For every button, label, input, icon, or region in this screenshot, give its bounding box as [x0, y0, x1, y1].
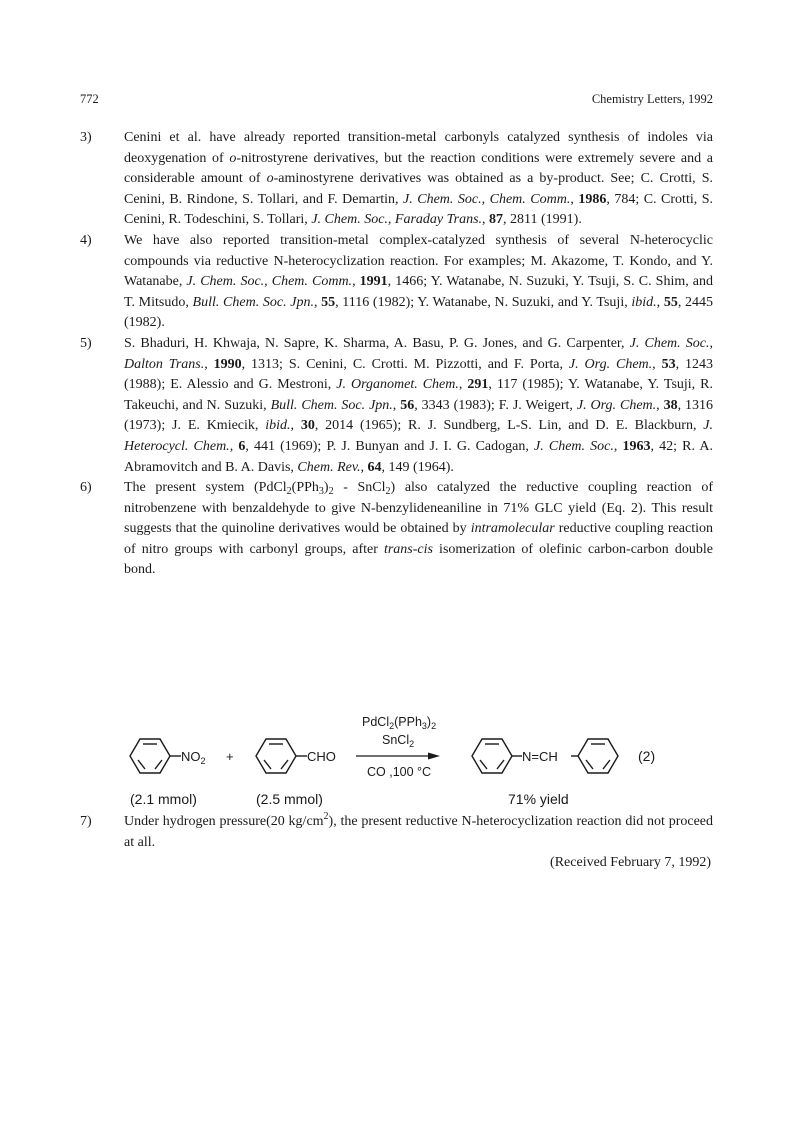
reaction-arrow-icon: [356, 753, 440, 760]
conditions-label: CO ,100 °C: [367, 765, 432, 779]
note-number: 3): [80, 130, 92, 145]
benzene-ring-icon: [130, 739, 181, 773]
note-7: [80, 812, 713, 853]
note-6: [80, 478, 713, 581]
nitro-group: $NO_2$: [181, 749, 206, 766]
product-yield: 71% yield: [508, 791, 569, 807]
note-4: [80, 231, 713, 334]
note-number: 7): [80, 814, 92, 829]
cocatalyst-label: SnCl$_2$: [382, 733, 415, 749]
amount-benzaldehyde: (2.5 mmol): [256, 791, 323, 807]
imine-linkage: N=CH: [522, 749, 558, 764]
plus-sign: +: [226, 749, 234, 764]
aldehyde-group: CHO: [307, 749, 336, 764]
page-header: [80, 92, 713, 107]
benzene-ring-icon: [571, 739, 618, 773]
note-text: S. Bhaduri, H. Khwaja, N. Sapre, K. Sharma, A. Basu, P. G. Jones, and G. Carpenter, J. Chem. Soc., Dalton Trans., 1990, 1313; S. Cenini, C. Crotti. M. Pizzotti, and F. Porta, J. Org. Chem., 53, 1243 (1988); E. Alessio and G. Mestroni, J. Organomet. Chem., 291, 117 (1985); Y. Watanabe, Y. Tsuji, R. Takeuchi, and N. Suzuki, Bull. Chem. Soc. Jpn., 56, 3343 (1983); F. J. Weigert, J. Org. Chem., 38, 1316 (1973); J. E. Kmiecik, ibid., 30, 2014 (1965); R. J. Sundberg, L-S. Lin, and D. E. Blackburn, J. Heterocycl. Chem., 6, 441 (1969); P. J. Bunyan and J. I. G. Cadogan, J. Chem. Soc., 1963, 42; R. A. Abramovitch and B. A. Davis, Chem. Rev., 64, 149 (1964).: [124, 335, 714, 475]
benzene-ring-icon: [256, 739, 307, 773]
equation-number: (2): [638, 748, 656, 764]
note-number: 6): [80, 480, 92, 496]
page-number: 772: [80, 92, 99, 106]
note-number: 5): [80, 335, 92, 351]
note-text: The present system ($PdCl_2(PPh_3)_2$ - SnCl$_2$) also catalyzed the reductive coupling reaction of nitrobenzene with benzaldehyde to give N-benzylideneaniline in 71% GLC yield (Eq. 2). This result suggests that the quinoline derivatives would be obtained by intramolecular reductive coupling reaction of nitro groups with carbonyl groups, after trans-cis isomerization of olefinic carbon-carbon double bond.: [124, 480, 713, 578]
note-text: We have also reported transition-metal complex-catalyzed synthesis of several N-heterocyclic compounds via reductive N-heterocyclization reaction. For examples; M. Akazome, T. Kondo, and Y. Watanabe, J. Chem. Soc., Chem. Comm., 1991, 1466; Y. Watanabe, N. Suzuki, Y. Tsuji, S. C. Shim, and T. Mitsudo, Bull. Chem. Soc. Jpn., 55, 1116 (1982); Y. Watanabe, N. Suzuki, and Y. Tsuji, ibid., 55, 2445 (1982).: [124, 232, 714, 331]
note-5: [80, 334, 713, 478]
benzene-ring-icon: [472, 739, 522, 773]
catalyst-label: $PdCl_2(PPh_3)_2$: [362, 716, 437, 731]
notes-list: [80, 128, 713, 581]
note-text: Under hydrogen pressure(20 $kg/cm^2$), the present reductive N-heterocyclization reaction did not proceed at all.: [124, 811, 713, 850]
amount-nitrobenzene: (2.1 mmol): [130, 791, 197, 807]
reaction-scheme: [0, 716, 793, 816]
note-text: Cenini et al. have already reported transition-metal carbonyls catalyzed synthesis of indoles via deoxygenation of o-nitrostyrene derivatives, but the reaction conditions were extremely severe and a considerable amount of o-aminostyrene derivatives was obtained as a by-product. See; C. Crotti, S. Cenini, B. Rindone, S. Tollari, and F. Demartin, J. Chem. Soc., Chem. Comm., 1986, 784; C. Crotti, S. Cenini, R. Todeschini, S. Tollari, J. Chem. Soc., Faraday Trans., 87, 2811 (1991).: [124, 130, 714, 228]
note-7-block: [80, 812, 713, 853]
note-number: 4): [80, 232, 92, 248]
reaction-scheme-drawing: [0, 716, 793, 816]
received-date: (Received February 7, 1992): [550, 855, 711, 870]
journal-name: Chemistry Letters, 1992: [591, 92, 713, 106]
note-3: [80, 128, 713, 231]
